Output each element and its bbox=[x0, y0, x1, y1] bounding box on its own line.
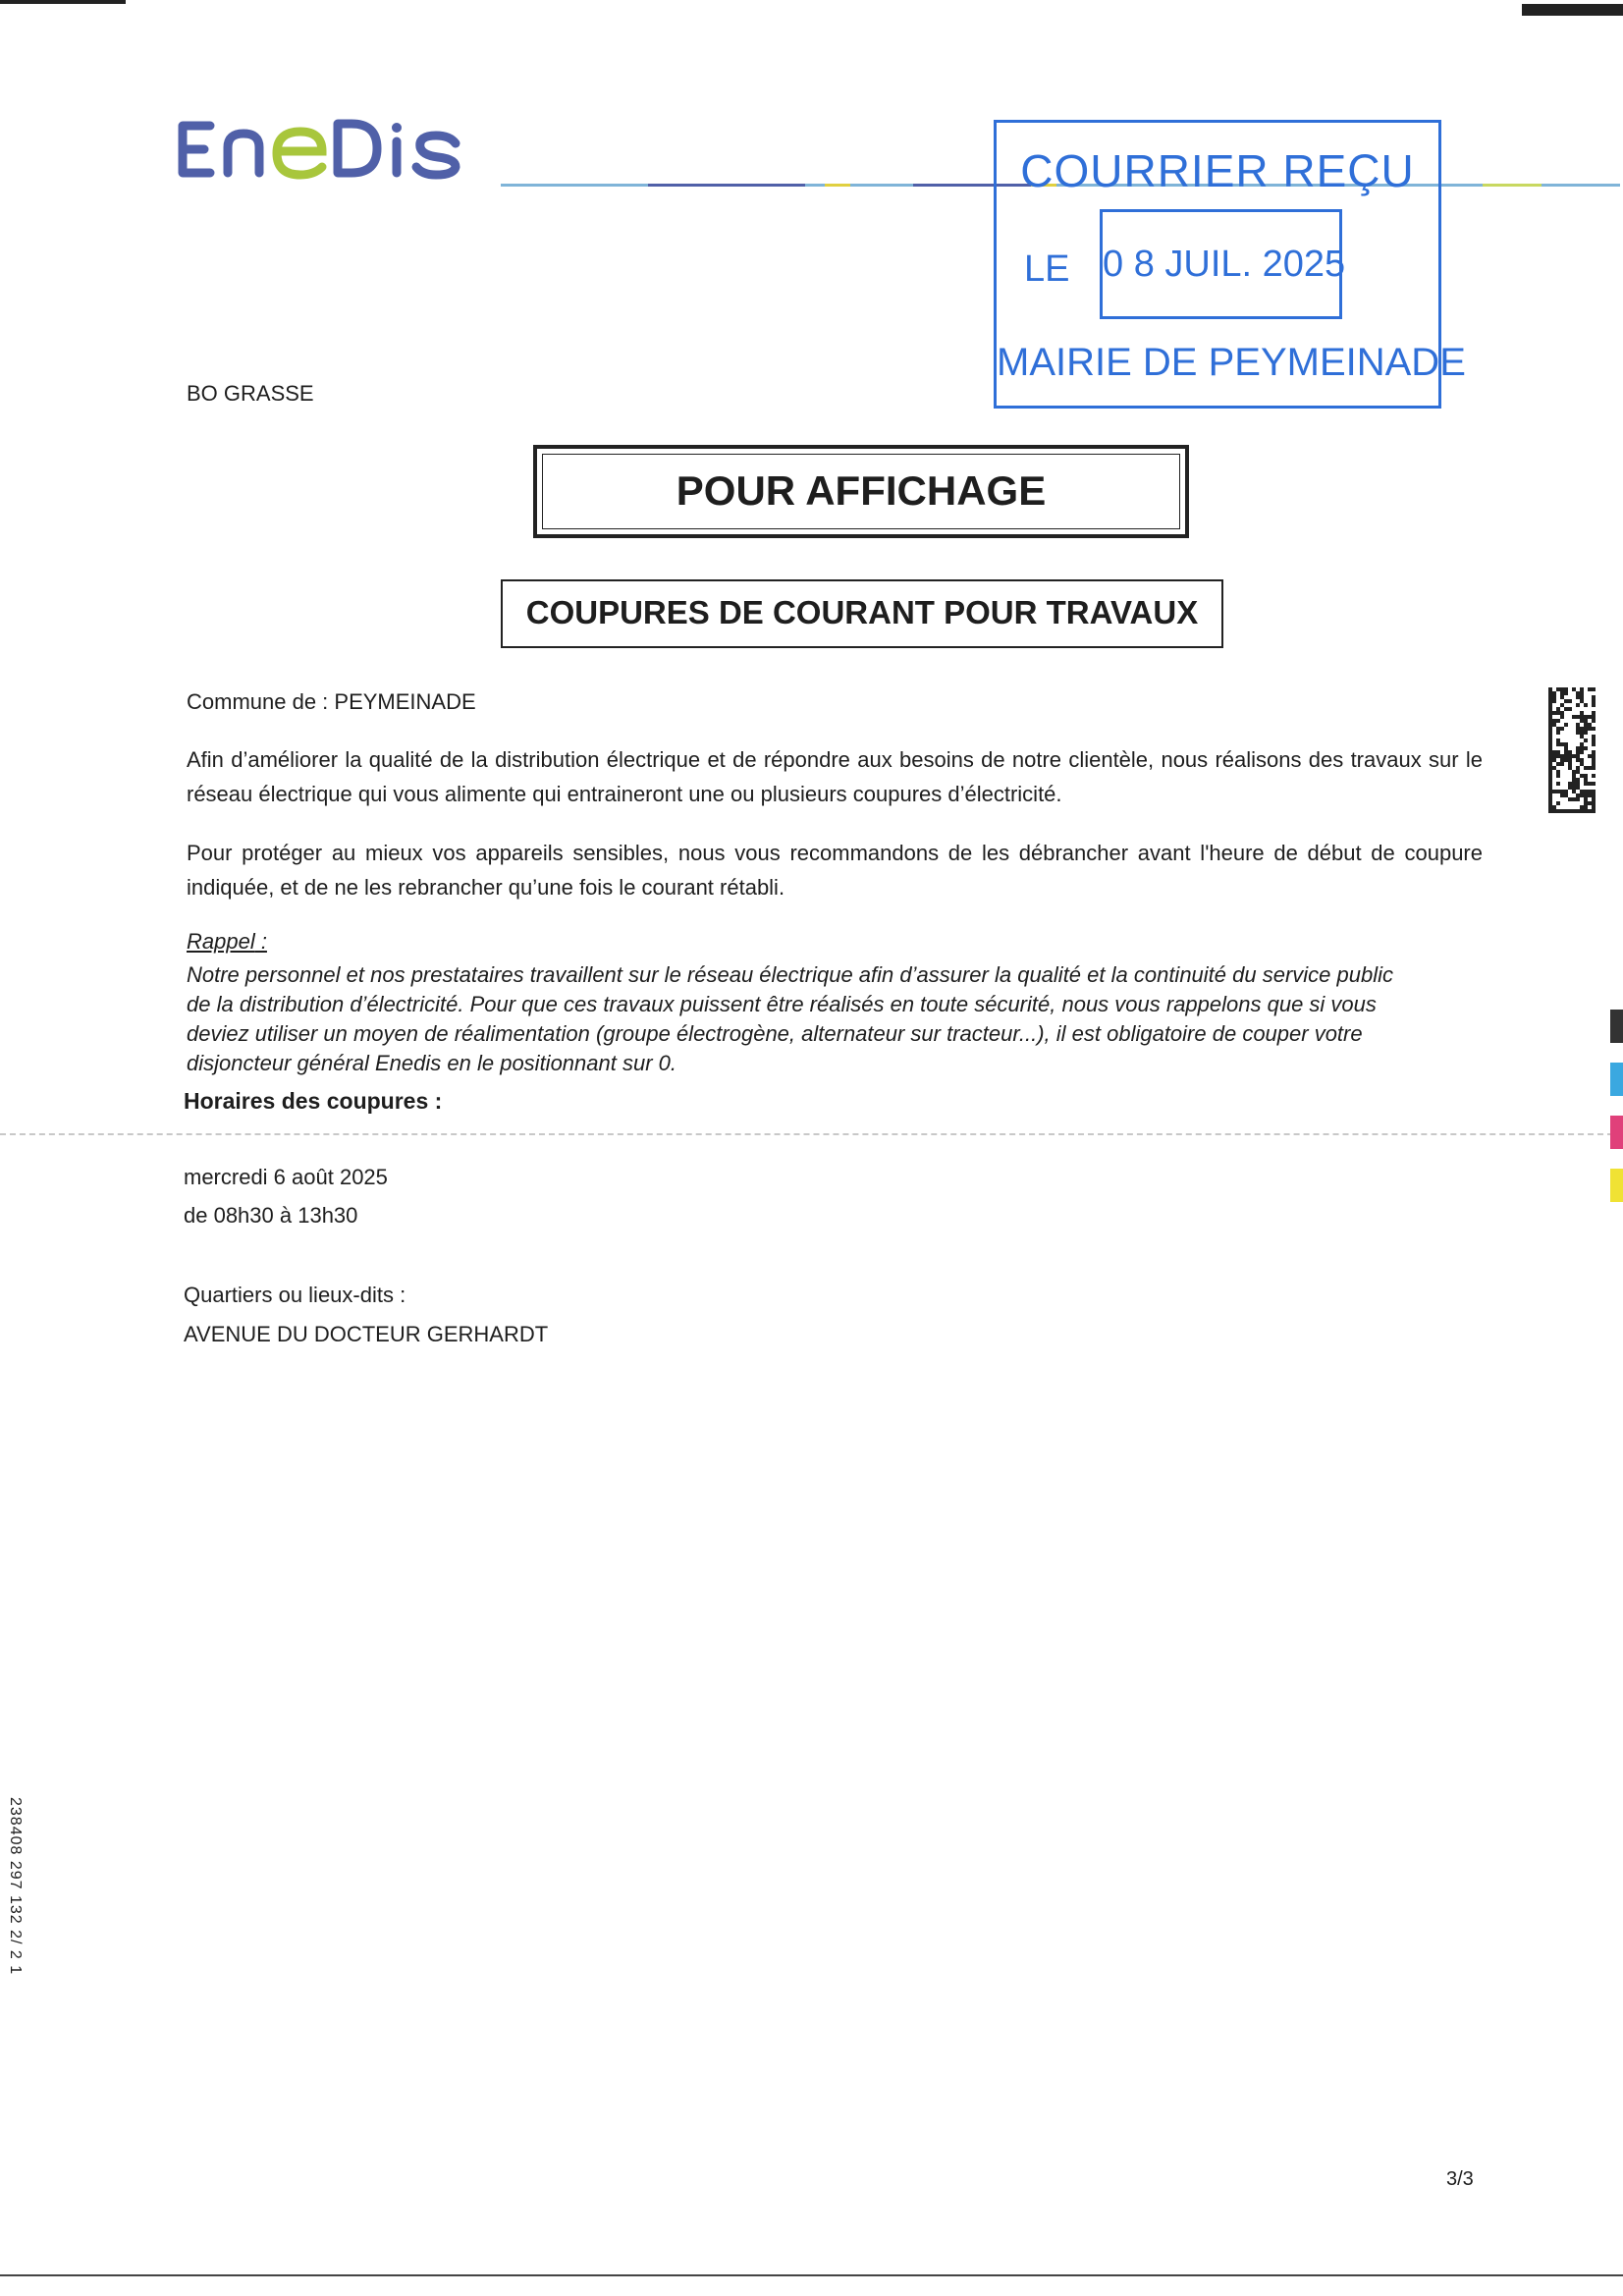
outage-hours: de 08h30 à 13h30 bbox=[184, 1203, 358, 1228]
rappel-line: disjoncteur général Enedis en le positionnant sur 0. bbox=[187, 1051, 676, 1075]
rappel-line: Notre personnel et nos prestataires travaillent sur le réseau électrique afin d’assurer la qualité et la continuité du service public bbox=[187, 962, 1394, 987]
rappel-heading bbox=[187, 924, 1483, 958]
reception-stamp bbox=[994, 120, 1466, 409]
scan-edge-mark bbox=[1522, 4, 1623, 16]
enedis-logo bbox=[169, 106, 493, 187]
rappel-colon: : bbox=[254, 929, 267, 954]
outage-date: mercredi 6 août 2025 bbox=[184, 1165, 388, 1189]
page-number: 3/3 bbox=[1446, 2168, 1474, 2190]
quartiers-label: Quartiers ou lieux-dits : bbox=[184, 1283, 406, 1307]
stamp-le-label: LE bbox=[1024, 248, 1070, 290]
registration-mark-yellow bbox=[1610, 1169, 1623, 1202]
registration-mark-cyan bbox=[1610, 1063, 1623, 1096]
commune-line: Commune de : PEYMEINADE bbox=[187, 689, 476, 714]
side-reference: 238408 297 132 2/ 2 1 bbox=[7, 1797, 24, 1976]
registration-mark-magenta bbox=[1610, 1116, 1623, 1149]
rappel-label: Rappel bbox=[187, 929, 255, 954]
fold-line bbox=[0, 1133, 1623, 1135]
heading-pour-affichage: POUR AFFICHAGE bbox=[533, 445, 1189, 538]
rappel-line: deviez utiliser un moyen de réalimentation (groupe électrogène, alternateur sur tracteur...), il est obligatoire de couper votre bbox=[187, 1021, 1363, 1046]
heading-coupures: COUPURES DE COURANT POUR TRAVAUX bbox=[501, 579, 1223, 648]
rappel-body bbox=[187, 960, 1473, 1078]
stamp-title: COURRIER REÇU bbox=[1020, 145, 1415, 196]
horaires-heading: Horaires des coupures : bbox=[184, 1088, 443, 1114]
scan-bottom-edge bbox=[0, 2274, 1623, 2276]
paragraph-intro: Afin d’améliorer la qualité de la distribution électrique et de répondre aux besoins de notre clientèle, nous réalisons des travaux sur le réseau électrique qui vous alimente qui entraineront une ou plusieurs coupures d’électricité. bbox=[187, 747, 1483, 806]
stamp-mairie: MAIRIE DE PEYMEINADE bbox=[997, 341, 1466, 384]
sender-office: BO GRASSE bbox=[187, 381, 314, 406]
rappel-line: de la distribution d’électricité. Pour que ces travaux puissent être réalisés en toute sécurité, nous vous rappelons que si vous bbox=[187, 992, 1377, 1016]
registration-mark-black bbox=[1610, 1010, 1623, 1043]
datamatrix-code bbox=[1548, 685, 1596, 813]
paragraph-advice: Pour protéger au mieux vos appareils sensibles, nous vous recommandons de les débrancher avant l'heure de début de coupure indiquée, et de ne les rebrancher qu’une fois le courant rétabli. bbox=[187, 841, 1483, 900]
scan-edge-mark bbox=[0, 0, 126, 4]
stamp-date: 0 8 JUIL. 2025 bbox=[1100, 209, 1342, 319]
quartiers-value: AVENUE DU DOCTEUR GERHARDT bbox=[184, 1322, 549, 1346]
